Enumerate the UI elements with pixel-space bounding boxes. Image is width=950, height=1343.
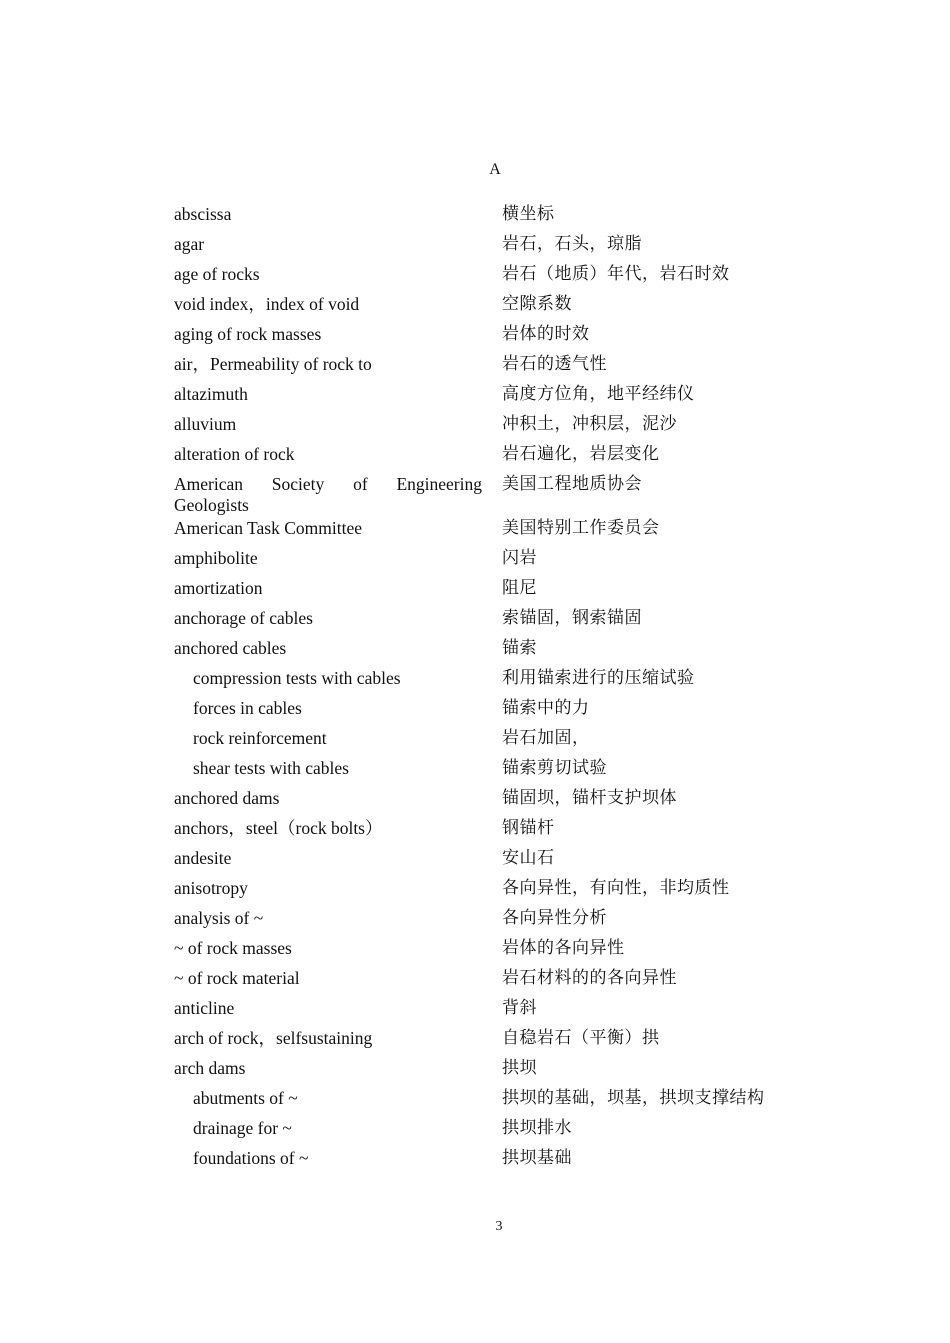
glossary-subentry bbox=[174, 665, 814, 695]
glossary-subentry bbox=[174, 695, 814, 725]
chinese-translation: 岩石（地质）年代，岩石时效 bbox=[502, 264, 730, 284]
chinese-translation: 锚固坝，锚杆支护坝体 bbox=[502, 788, 677, 808]
glossary-entry bbox=[174, 351, 814, 381]
english-term: aging of rock masses bbox=[174, 324, 322, 344]
glossary-entry bbox=[174, 545, 814, 575]
chinese-translation: 索锚固，钢索锚固 bbox=[502, 608, 642, 628]
chinese-translation: 阻尼 bbox=[502, 578, 537, 598]
english-term: foundations of ~ bbox=[193, 1148, 309, 1168]
glossary-entry bbox=[174, 815, 814, 845]
glossary-entry bbox=[174, 1025, 814, 1055]
glossary-entry bbox=[174, 935, 814, 965]
english-term: shear tests with cables bbox=[193, 758, 349, 778]
glossary-subentry bbox=[174, 755, 814, 785]
glossary-entry bbox=[174, 381, 814, 411]
chinese-translation: 空隙系数 bbox=[502, 294, 572, 314]
chinese-translation: 锚索剪切试验 bbox=[502, 758, 607, 778]
glossary-subentry bbox=[174, 1085, 814, 1115]
chinese-translation: 岩石遍化，岩层变化 bbox=[502, 444, 660, 464]
chinese-translation: 闪岩 bbox=[502, 548, 537, 568]
chinese-translation: 冲积土，冲积层，泥沙 bbox=[502, 414, 677, 434]
english-term: amortization bbox=[174, 578, 263, 598]
english-term: anchors，steel（rock bolts） bbox=[174, 818, 383, 838]
english-term: anchorage of cables bbox=[174, 608, 313, 628]
glossary-entry bbox=[174, 515, 814, 545]
chinese-translation: 高度方位角，地平经纬仪 bbox=[502, 384, 695, 404]
chinese-translation: 自稳岩石（平衡）拱 bbox=[502, 1028, 660, 1048]
english-term: anisotropy bbox=[174, 878, 248, 898]
glossary-subentry bbox=[174, 1115, 814, 1145]
glossary-entry bbox=[174, 845, 814, 875]
english-term: drainage for ~ bbox=[193, 1118, 292, 1138]
glossary-entry bbox=[174, 201, 814, 231]
english-term: andesite bbox=[174, 848, 232, 868]
english-term: analysis of ~ bbox=[174, 908, 264, 928]
chinese-translation: 横坐标 bbox=[502, 204, 555, 224]
glossary-entry bbox=[174, 231, 814, 261]
glossary-entry bbox=[174, 875, 814, 905]
glossary-entry bbox=[174, 441, 814, 471]
glossary-list bbox=[174, 201, 814, 1175]
glossary-entry bbox=[174, 785, 814, 815]
chinese-translation: 岩体的各向异性 bbox=[502, 938, 625, 958]
chinese-translation: 美国特别工作委员会 bbox=[502, 518, 660, 538]
chinese-translation: 美国工程地质协会 bbox=[502, 474, 642, 494]
chinese-translation: 钢锚杆 bbox=[502, 818, 555, 838]
english-term: abutments of ~ bbox=[193, 1088, 298, 1108]
glossary-entry bbox=[174, 471, 814, 515]
english-term: ~ of rock material bbox=[174, 968, 300, 988]
glossary-entry bbox=[174, 575, 814, 605]
glossary-entry bbox=[174, 411, 814, 441]
glossary-entry bbox=[174, 321, 814, 351]
glossary-entry bbox=[174, 261, 814, 291]
chinese-translation: 岩石的透气性 bbox=[502, 354, 607, 374]
chinese-translation: 岩石材料的的各向异性 bbox=[502, 968, 677, 988]
glossary-entry bbox=[174, 635, 814, 665]
english-term: alluvium bbox=[174, 414, 237, 434]
english-term: compression tests with cables bbox=[193, 668, 401, 688]
glossary-entry bbox=[174, 291, 814, 321]
english-term: American Society of Engineering Geologists bbox=[174, 474, 482, 515]
english-term: alteration of rock bbox=[174, 444, 295, 464]
english-term: altazimuth bbox=[174, 384, 248, 404]
chinese-translation: 各向异性，有向性，非均质性 bbox=[502, 878, 730, 898]
english-term: amphibolite bbox=[174, 548, 258, 568]
english-term: anticline bbox=[174, 998, 235, 1018]
chinese-translation: 拱坝的基础，坝基，拱坝支撑结构 bbox=[502, 1088, 765, 1108]
page-number: 3 bbox=[495, 1219, 503, 1234]
english-term: rock reinforcement bbox=[193, 728, 327, 748]
english-term: air，Permeability of rock to bbox=[174, 354, 372, 374]
glossary-subentry bbox=[174, 725, 814, 755]
glossary-subentry bbox=[174, 1145, 814, 1175]
english-term: arch dams bbox=[174, 1058, 246, 1078]
chinese-translation: 锚索中的力 bbox=[502, 698, 590, 718]
english-term: arch of rock，selfsustaining bbox=[174, 1028, 373, 1048]
chinese-translation: 拱坝排水 bbox=[502, 1118, 572, 1138]
chinese-translation: 锚索 bbox=[502, 638, 537, 658]
glossary-entry bbox=[174, 1055, 814, 1085]
section-heading: A bbox=[489, 161, 501, 178]
glossary-entry bbox=[174, 905, 814, 935]
glossary-entry bbox=[174, 605, 814, 635]
english-term: ~ of rock masses bbox=[174, 938, 292, 958]
chinese-translation: 拱坝基础 bbox=[502, 1148, 572, 1168]
chinese-translation: 安山石 bbox=[502, 848, 555, 868]
english-term: agar bbox=[174, 234, 205, 254]
english-term: anchored dams bbox=[174, 788, 280, 808]
chinese-translation: 岩石加固， bbox=[502, 728, 590, 748]
english-term: abscissa bbox=[174, 204, 232, 224]
english-term: forces in cables bbox=[193, 698, 302, 718]
english-term: void index，index of void bbox=[174, 294, 360, 314]
chinese-translation: 拱坝 bbox=[502, 1058, 537, 1078]
chinese-translation: 岩石，石头，琼脂 bbox=[502, 234, 642, 254]
glossary-entry bbox=[174, 995, 814, 1025]
chinese-translation: 利用锚索进行的压缩试验 bbox=[502, 668, 695, 688]
english-term: anchored cables bbox=[174, 638, 287, 658]
english-term: age of rocks bbox=[174, 264, 260, 284]
chinese-translation: 各向异性分析 bbox=[502, 908, 607, 928]
chinese-translation: 背斜 bbox=[502, 998, 537, 1018]
english-term: American Task Committee bbox=[174, 518, 362, 538]
chinese-translation: 岩体的时效 bbox=[502, 324, 590, 344]
glossary-entry bbox=[174, 965, 814, 995]
